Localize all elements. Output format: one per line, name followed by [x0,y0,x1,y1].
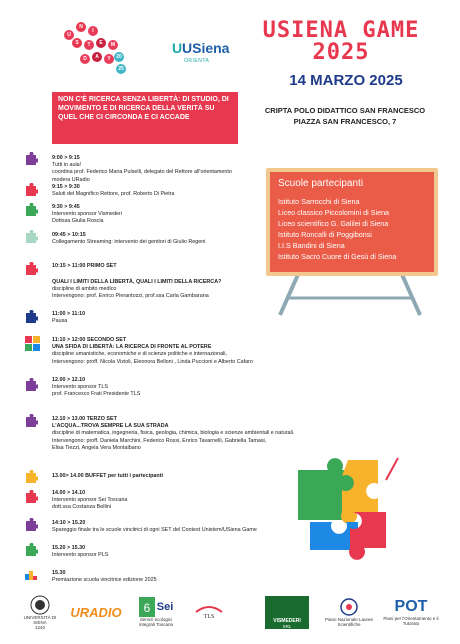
school-item: I.I.S Bandini di Siena [278,241,345,250]
schedule-line: Dottssa Giulia Roscia [52,218,104,225]
schedule-line: Intervengono: proff. Nicola Vizioli, Eleonora Belloni , Linda Puccioni e Alberto Cafaro [52,358,253,365]
schedule-item [52,570,432,584]
puzzle-piece-icon [24,378,38,392]
schedule-line: Premiazione scuola vincitrice edizione 2025 [52,577,157,584]
event-title [236,20,446,64]
schedule-item [52,263,432,270]
sponsor-sub: SRL [265,624,309,629]
svg-text:6: 6 [143,601,151,615]
puzzle-piece-icon [24,414,38,428]
event-venue [250,105,440,127]
schedule-time: 9:00 > 9:15 [52,155,80,161]
school-item: Istituto Sarrocchi di Siena [278,197,360,206]
puzzle-piece-icon [24,490,38,504]
sponsor-name: VISMEDERI [265,618,309,624]
schedule-line: Elisa Tiezzi, Angela Vera Montalbano [52,444,141,451]
schedule-item [52,279,432,301]
schedule-line: discipline di ambito medico [52,286,117,293]
sei-logo [139,597,174,617]
logo-dot: N [76,22,86,32]
schedule-item [52,416,432,452]
title-line-2: 2025 [312,40,370,65]
logo-dot: M [108,40,118,50]
schedule-time: 11:10 > 12:00 SECONDO SET [52,337,127,343]
board-title: Scuole partecipanti [278,178,364,189]
schedule-subtitle: L'ACQUA...TROVA SEMPRE LA SUA STRADA [52,423,169,430]
schedule-time: 10:15 > 11:00 PRIMO SET [52,263,117,269]
logo-dot: I [88,26,98,36]
logo-dot: T [84,40,94,50]
puzzle-piece-icon [24,183,38,197]
sponsor-sei [132,592,180,632]
schedule-item [52,337,432,366]
logo-dot: 25 [116,64,126,74]
puzzle-cluster-icon [24,335,42,353]
schedule-item [52,311,432,325]
pls-logo-icon [338,597,360,617]
logo-dot: D [80,54,90,64]
schedule-line: Intervento sponsor TLS [52,384,108,391]
schedule-item [52,155,432,184]
schedule-time: 12.00 > 12.10 [52,377,86,383]
puzzle-piece-icon [24,543,38,557]
puzzle-piece-icon [24,203,38,217]
puzzle-piece-icon [24,262,38,276]
schedule-line: Intervengono: proff. Daniela Marchini, Federico Rossi, Enrico Tavarnelli, Gabriella Tamasi, [52,437,267,444]
schedule-time: 11:00 > 11:10 [52,311,86,317]
schedule-line: Intervengono: prof. Enrico Pierantozzi, prof.ssa Carla Gambarana [52,293,209,300]
schedule-line: Tutti in aula! [52,162,82,169]
schedule-subtitle: UNA SFIDA DI LIBERTÀ: LA RICERCA DI FRONTE AL POTERE [52,344,212,351]
venue-line-2: PIAZZA SAN FRANCESCO, 7 [293,117,397,126]
sponsor-pls [324,592,374,632]
schedule-time: 14:10 > 15.20 [52,520,86,526]
event-date: 14 MARZO 2025 [289,72,403,89]
sponsor-name: Sei [156,601,174,613]
schedule-time: 12.10 > 13.00 TERZO SET [52,416,117,422]
schedule-item [52,204,432,226]
schedule-line: Saluti del Magnifico Rettore, prof. Roberto Di Pietra [52,191,175,198]
usiena-name: USiena [182,40,230,56]
schedule-time: QUALI I LIMITI DELLA LIBERTÀ, QUALI I LIMITI DELLA RICERCA? [52,279,222,285]
title-line-1: USIENA GAME [262,18,420,43]
schedule-line: Spareggio finale tra le scuole vincitrici di ogni SET del Contest Unistem/USiena Game [52,527,257,534]
logo-dot: U [64,30,74,40]
schedule-time: 09:45 > 10:15 [52,232,86,238]
sponsor-name: TLS [203,614,215,620]
sponsor-name: POT [394,598,428,615]
logo-dot: E [96,38,106,48]
sponsor-unisi [20,592,60,632]
usiena-orienta-logo [172,38,232,68]
unisi-seal-icon [30,595,50,615]
sponsor-uradio [66,592,126,632]
tls-swoosh-icon [194,604,224,614]
school-item: Istituto Roncalli di Poggibonsi [278,230,372,239]
school-item: Liceo scientifico G. Galilei di Siena [278,219,389,228]
sponsor-sub: Piani per l'Orientamento e il Tutorato [383,616,439,626]
usiena-u-letter: U [172,40,183,56]
schedule-line: Intervento sponsor PLS [52,552,109,559]
logo-dot: S [72,38,82,48]
sponsor-name: Piano Nazionale Lauree Scientifiche [324,617,374,627]
schedule-line: Intervento sponsor Sei Toscana [52,497,128,504]
sei-mark-icon [139,597,155,617]
schedule-line: dott.ssa Costanza Bellini [52,504,112,511]
puzzle-piece-icon [24,230,38,244]
schedule-time: 13.00> 14.00 BUFFET per tutti i partecipanti [52,473,163,479]
sponsor-pot [382,592,440,632]
schedule-line: discipline di matematica, ingegneria, fisica, geologia, chimica, biologia e scienze ambientali e naturali. [52,430,295,437]
puzzle-piece-icon [24,152,38,166]
puzzle-piece-icon [24,470,38,484]
schedule-line: prof. Francesco Frati Presidente TLS [52,391,141,398]
logo-dot: A [92,52,102,62]
schedule-item [52,184,432,198]
schedule-line: coordina prof. Federico Maria Pulselli, delegato del Rettore all'orientamento [52,169,232,176]
school-item: Liceo classico Piccolomini di Siena [278,208,390,217]
schedule-time: 15.20 > 15.30 [52,545,86,551]
theme-banner: NON C'È RICERCA SENZA LIBERTÀ: DI STUDIO, DI MOVIMENTO E DI RICERCA DELLA VERITÀ SU QUEL CHE CI CIRCONDA E CI ACCADE [52,92,238,144]
sponsor-tls [186,592,232,632]
schedule-item [52,232,432,246]
schedule-line: modera URadio [52,176,90,183]
schedule-line: discipline umanistiche, economiche e di scienze politiche e internazionali, [52,351,227,358]
schedule-line: Collegamento Streaming: intervento dei genitori di Giulio Regeni [52,239,206,246]
sponsor-name: UNIVERSITÀ DI SIENA [23,614,57,625]
venue-line-1: CRIPTA POLO DIDATTICO SAN FRANCESCO [264,106,426,115]
usiena-sub: ORIENTA [184,58,210,64]
logo-dot: Y [104,54,114,64]
schedule-time: 14.00 > 14.10 [52,490,86,496]
podium-icon [24,567,38,581]
sponsor-sub: Servizi ecologici integrati Toscana [139,617,173,627]
schedule-time: 9:30 > 9:45 [52,204,80,210]
puzzle-piece-icon [24,518,38,532]
schedule-line: Intervento sponsor Vismederi [52,211,123,218]
schedule-time: 15.30 [52,570,66,576]
school-item: Istituto Sacro Cuore di Gesù di Siena [278,252,397,261]
unistem-day-logo [58,12,138,82]
schedule-item [52,377,432,399]
sponsor-name: URADIO [70,604,122,620]
sponsor-vismederi [262,592,312,632]
vismederi-mark [265,596,309,618]
logo-dot: 20 [114,52,124,62]
sponsor-sub: 1240 [34,624,45,630]
schedule-line: Pausa [52,318,68,325]
schedule-time: 9:15 > 9:30 [52,184,80,190]
puzzle-piece-icon [24,310,38,324]
puzzle-illustration [290,450,400,570]
